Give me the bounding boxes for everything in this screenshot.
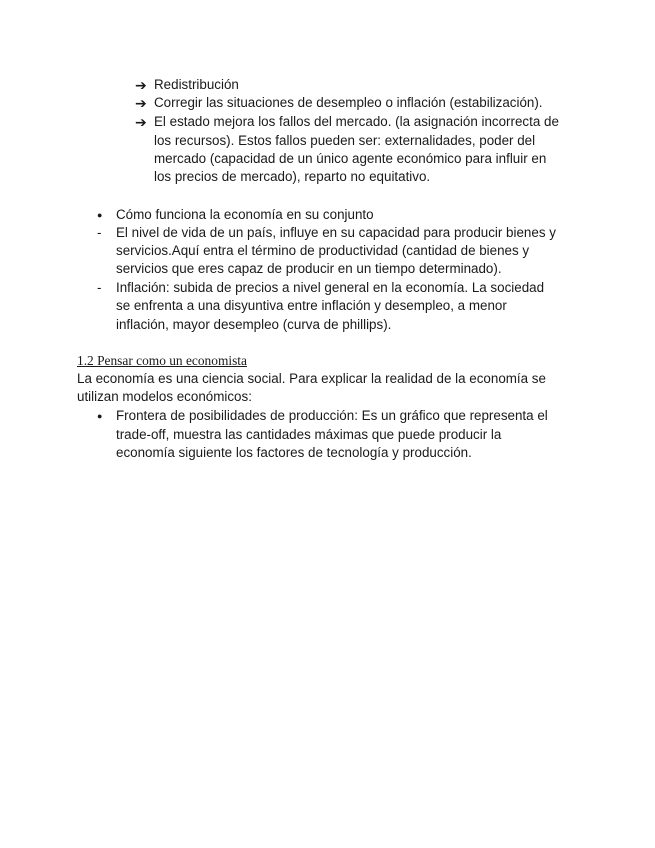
- bullet-item-text: trade-off, muestra las cantidades máximas que puede producir la: [116, 427, 502, 442]
- arrow-item-text: los precios de mercado), reparto no equitativo.: [154, 169, 431, 184]
- dash-item-text: servicios.Aquí entra el término de productividad (cantidad de bienes y: [116, 243, 530, 258]
- arrow-icon: ➔: [135, 77, 147, 93]
- bullet-item-text: economía siguiente los factores de tecnología y producción.: [116, 445, 472, 460]
- dash-item-text: inflación, mayor desempleo (curva de phillips).: [116, 317, 392, 332]
- arrow-item-text: El estado mejora los fallos del mercado. (la asignación incorrecta de: [154, 114, 559, 129]
- bullet-icon: ●: [97, 210, 103, 220]
- arrow-item-text: Corregir las situaciones de desempleo o inflación (estabilización).: [154, 95, 543, 110]
- paragraph-line: utilizan modelos económicos:: [77, 389, 252, 404]
- bullet-item-text: Cómo funciona la economía en su conjunto: [116, 207, 374, 222]
- arrow-icon: ➔: [135, 95, 147, 111]
- dash-item-text: servicios que eres capaz de producir en un tiempo determinado).: [116, 261, 502, 276]
- dash-item-text: se enfrenta a una disyuntiva entre inflación y desempleo, a menor: [116, 298, 507, 313]
- bullet-item-text: Frontera de posibilidades de producción: Es un gráfico que representa el: [116, 408, 548, 423]
- paragraph-line: La economía es una ciencia social. Para explicar la realidad de la economía se: [77, 371, 546, 386]
- arrow-item-text: los recursos). Estos fallos pueden ser: externalidades, poder del: [154, 133, 536, 148]
- arrow-icon: ➔: [135, 114, 147, 130]
- arrow-item-text: mercado (capacidad de un único agente económico para influir en: [154, 151, 547, 166]
- bullet-icon: ●: [97, 411, 103, 421]
- dash-marker: -: [97, 225, 102, 240]
- dash-item-text: Inflación: subida de precios a nivel general en la economía. La sociedad: [116, 280, 545, 295]
- section-heading: 1.2 Pensar como un economista: [77, 353, 247, 368]
- dash-item-text: El nivel de vida de un país, influye en su capacidad para producir bienes y: [116, 225, 556, 240]
- dash-marker: -: [97, 280, 102, 295]
- arrow-item-text: Redistribución: [154, 77, 239, 92]
